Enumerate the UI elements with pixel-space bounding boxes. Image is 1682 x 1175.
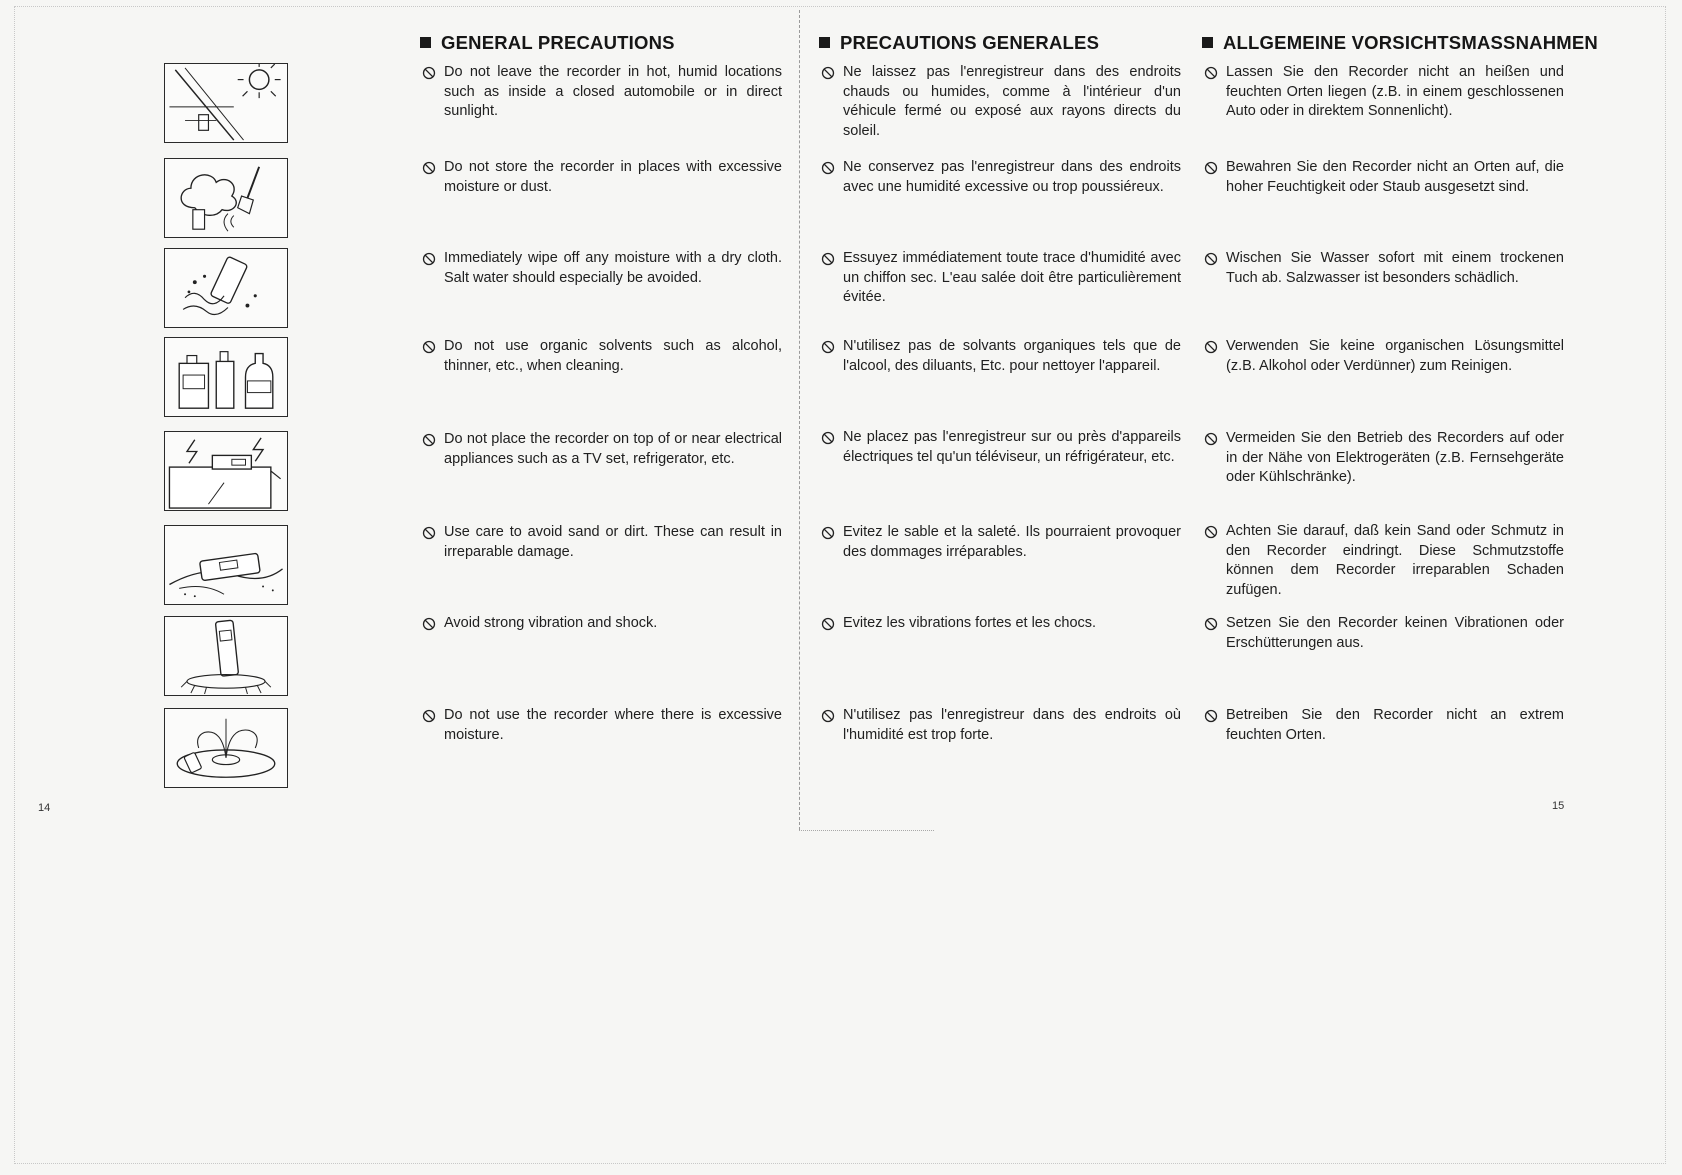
precaution-fr-8: N'utilisez pas l'enregistreur dans des endroits où l'humidité est trop forte.	[843, 706, 1181, 745]
page-spine-divider	[799, 10, 800, 830]
electrical-appliance-icon	[164, 431, 288, 511]
precaution-fr-4: N'utilisez pas de solvants organiques tels que de l'alcool, des diluants, Etc. pour nettoyer l'appareil.	[843, 337, 1181, 376]
precaution-en-8: Do not use the recorder where there is excessive moisture.	[444, 706, 782, 745]
solvent-bottles-icon	[164, 337, 288, 417]
prohibited-icon	[422, 66, 436, 80]
precaution-fr-1: Ne laissez pas l'enregistreur dans des endroits chauds ou humides, comme à l'intérieur d'un véhicule fermé ou exposé aux rayons directs du soleil.	[843, 63, 1181, 141]
sand-dirt-icon	[164, 525, 288, 605]
prohibited-icon	[1204, 525, 1218, 539]
prohibited-icon	[821, 252, 835, 266]
page-number-left: 14	[38, 802, 51, 814]
precaution-de-5: Vermeiden Sie den Betrieb des Recorders auf oder in der Nähe von Elektrogeräten (z.B. Fernsehgeräte oder Kühlschränke).	[1226, 429, 1564, 488]
prohibited-icon	[1204, 66, 1218, 80]
precaution-en-1: Do not leave the recorder in hot, humid locations such as inside a closed automobile or in direct sunlight.	[444, 63, 782, 122]
precaution-en-7: Avoid strong vibration and shock.	[444, 614, 782, 634]
precaution-fr-2: Ne conservez pas l'enregistreur dans des endroits avec une humidité excessive ou trop poussiéreux.	[843, 158, 1181, 197]
precaution-de-1: Lassen Sie den Recorder nicht an heißen und feuchten Orten liegen (z.B. in einem geschlossenen Auto oder in direktem Sonnenlicht).	[1226, 63, 1564, 122]
prohibited-icon	[1204, 432, 1218, 446]
prohibited-icon	[422, 252, 436, 266]
prohibited-icon	[1204, 617, 1218, 631]
prohibited-icon	[821, 431, 835, 445]
bullet-square-icon	[420, 37, 431, 48]
precaution-de-3: Wischen Sie Wasser sofort mit einem trockenen Tuch ab. Salzwasser ist besonders schädlich.	[1226, 249, 1564, 288]
prohibited-icon	[821, 526, 835, 540]
prohibited-icon	[422, 340, 436, 354]
precaution-en-3: Immediately wipe off any moisture with a dry cloth. Salt water should especially be avoided.	[444, 249, 782, 288]
prohibited-icon	[422, 161, 436, 175]
prohibited-icon	[422, 433, 436, 447]
fountain-moisture-icon	[164, 708, 288, 788]
prohibited-icon	[1204, 709, 1218, 723]
precaution-de-6: Achten Sie darauf, daß kein Sand oder Schmutz in den Recorder eindringt. Diese Schmutzstoffe können dem Recorder irreparablen Schaden zufügen.	[1226, 522, 1564, 600]
prohibited-icon	[821, 161, 835, 175]
splash-wipe-icon	[164, 248, 288, 328]
precaution-de-7: Setzen Sie den Recorder keinen Vibrationen oder Erschütterungen aus.	[1226, 614, 1564, 653]
title-de: ALLGEMEINE VORSICHTSMASSNAHMEN	[1202, 32, 1598, 54]
prohibited-icon	[1204, 161, 1218, 175]
precaution-fr-3: Essuyez immédiatement toute trace d'humidité avec un chiffon sec. L'eau salée doit être particulièrement évitée.	[843, 249, 1181, 308]
page-spine-foot	[799, 830, 934, 831]
prohibited-icon	[821, 340, 835, 354]
precaution-de-8: Betreiben Sie den Recorder nicht an extrem feuchten Orten.	[1226, 706, 1564, 745]
title-en: GENERAL PRECAUTIONS	[420, 32, 675, 54]
precaution-fr-5: Ne placez pas l'enregistreur sur ou près d'appareils électriques tel qu'un téléviseur, un réfrigérateur, etc.	[843, 428, 1181, 467]
bullet-square-icon	[1202, 37, 1213, 48]
moisture-dust-icon	[164, 158, 288, 238]
bullet-square-icon	[819, 37, 830, 48]
prohibited-icon	[821, 66, 835, 80]
precaution-fr-6: Evitez le sable et la saleté. Ils pourraient provoquer des dommages irréparables.	[843, 523, 1181, 562]
page-number-right: 15	[1552, 800, 1565, 812]
precaution-en-4: Do not use organic solvents such as alcohol, thinner, etc., when cleaning.	[444, 337, 782, 376]
precaution-en-5: Do not place the recorder on top of or near electrical appliances such as a TV set, refrigerator, etc.	[444, 430, 782, 469]
vibration-shock-icon	[164, 616, 288, 696]
precaution-de-2: Bewahren Sie den Recorder nicht an Orten auf, die hoher Feuchtigkeit oder Staub ausgesetzt sind.	[1226, 158, 1564, 197]
sun-car-heat-icon	[164, 63, 288, 143]
prohibited-icon	[1204, 252, 1218, 266]
precaution-en-2: Do not store the recorder in places with excessive moisture or dust.	[444, 158, 782, 197]
prohibited-icon	[422, 526, 436, 540]
precaution-fr-7: Evitez les vibrations fortes et les chocs.	[843, 614, 1181, 634]
title-fr: PRECAUTIONS GENERALES	[819, 32, 1099, 54]
prohibited-icon	[1204, 340, 1218, 354]
prohibited-icon	[821, 709, 835, 723]
prohibited-icon	[422, 617, 436, 631]
prohibited-icon	[422, 709, 436, 723]
precaution-en-6: Use care to avoid sand or dirt. These can result in irreparable damage.	[444, 523, 782, 562]
prohibited-icon	[821, 617, 835, 631]
precaution-de-4: Verwenden Sie keine organischen Lösungsmittel (z.B. Alkohol oder Verdünner) zum Reinigen.	[1226, 337, 1564, 376]
